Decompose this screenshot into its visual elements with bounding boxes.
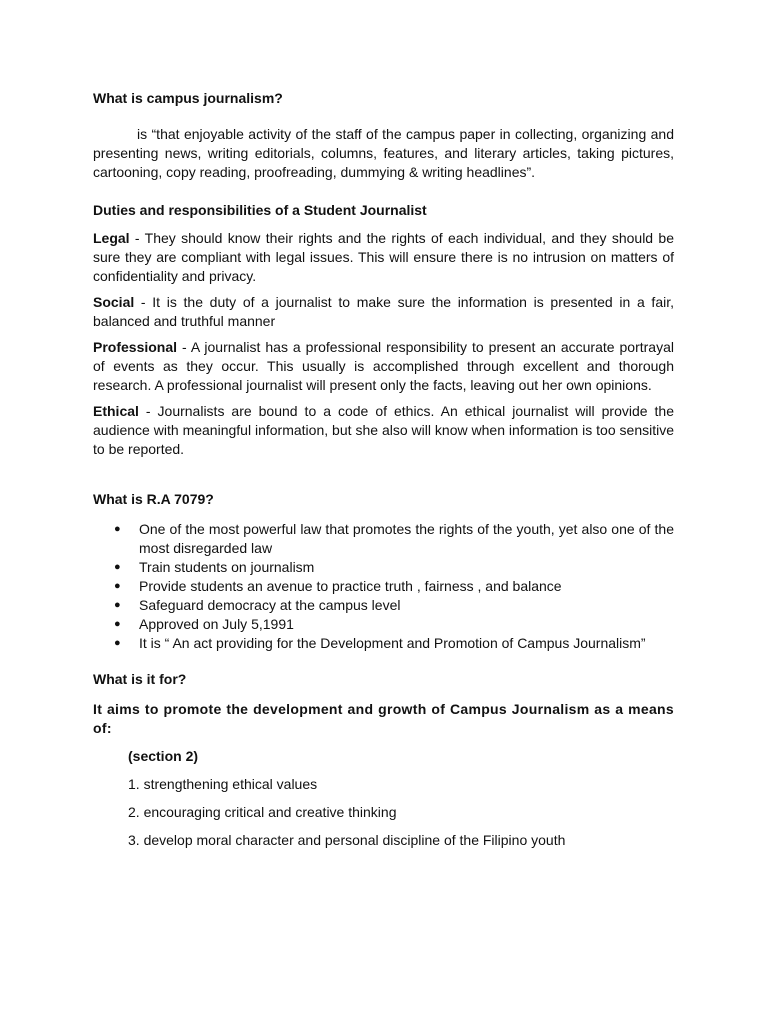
list-item-text: One of the most powerful law that promotes the rights of the youth, yet also one of the most disregarded law (139, 521, 674, 556)
duty-legal (93, 229, 674, 286)
list-item-text: Train students on journalism (139, 559, 315, 575)
list-item (114, 558, 674, 577)
heading-duties: Duties and responsibilities of a Student Journalist (93, 202, 427, 218)
duty-social (93, 293, 674, 331)
bullet-icon: ● (114, 580, 121, 592)
section-label: (section 2) (128, 748, 199, 764)
numbered-item: 3. develop moral character and personal discipline of the Filipino youth (128, 832, 566, 848)
heading-ra-7079: What is R.A 7079? (93, 491, 214, 507)
duty-term: Legal (93, 230, 130, 246)
duty-term: Professional (93, 339, 178, 355)
duty-term: Social (93, 294, 135, 310)
duty-text: - Journalists are bound to a code of ethics. An ethical journalist will provide the audience with meaningful information, but she also will know when information is too sensitive to be reported. (93, 403, 674, 457)
duty-text: - It is the duty of a journalist to make sure the information is presented in a fair, balanced and truthful manner (93, 294, 674, 329)
intro-paragraph: is “that enjoyable activity of the staff of the campus paper in collecting, organizing and presenting news, writing editorials, columns, features, and literary articles, taking pictures, cartooning, copy reading, proofreading, dummying & writing headlines”. (93, 126, 674, 180)
ra-bullet-list (93, 520, 674, 653)
duty-term: Ethical (93, 403, 139, 419)
bullet-icon: ● (114, 523, 121, 535)
aims-statement: It aims to promote the development and growth of Campus Journalism as a means of: (93, 701, 674, 736)
list-item (114, 520, 674, 558)
duty-text: - A journalist has a professional responsibility to present an accurate portrayal of events as they occur. This usually is accomplished through excellent and thorough research. A professional journalist will present only the facts, leaving out her own opinions. (93, 339, 674, 393)
bullet-icon: ● (114, 599, 121, 611)
bullet-icon: ● (114, 561, 121, 573)
list-item (114, 634, 674, 653)
list-item (114, 596, 674, 615)
bullet-icon: ● (114, 618, 121, 630)
heading-campus-journalism: What is campus journalism? (93, 90, 283, 106)
list-item-text: Approved on July 5,1991 (139, 616, 294, 632)
duty-ethical (93, 402, 674, 459)
bullet-icon: ● (114, 637, 121, 649)
numbered-item: 1. strengthening ethical values (128, 776, 318, 792)
list-item-text: Provide students an avenue to practice truth , fairness , and balance (139, 578, 562, 594)
list-item (114, 615, 674, 634)
list-item-text: It is “ An act providing for the Development and Promotion of Campus Journalism” (139, 635, 646, 651)
list-item (114, 577, 674, 596)
list-item-text: Safeguard democracy at the campus level (139, 597, 401, 613)
duty-professional (93, 338, 674, 395)
heading-what-is-it-for: What is it for? (93, 671, 187, 687)
duty-text: - They should know their rights and the rights of each individual, and they should be sure they are compliant with legal issues. This will ensure there is no intrusion on matters of confidentiality and privacy. (93, 230, 674, 284)
numbered-item: 2. encouraging critical and creative thinking (128, 804, 397, 820)
